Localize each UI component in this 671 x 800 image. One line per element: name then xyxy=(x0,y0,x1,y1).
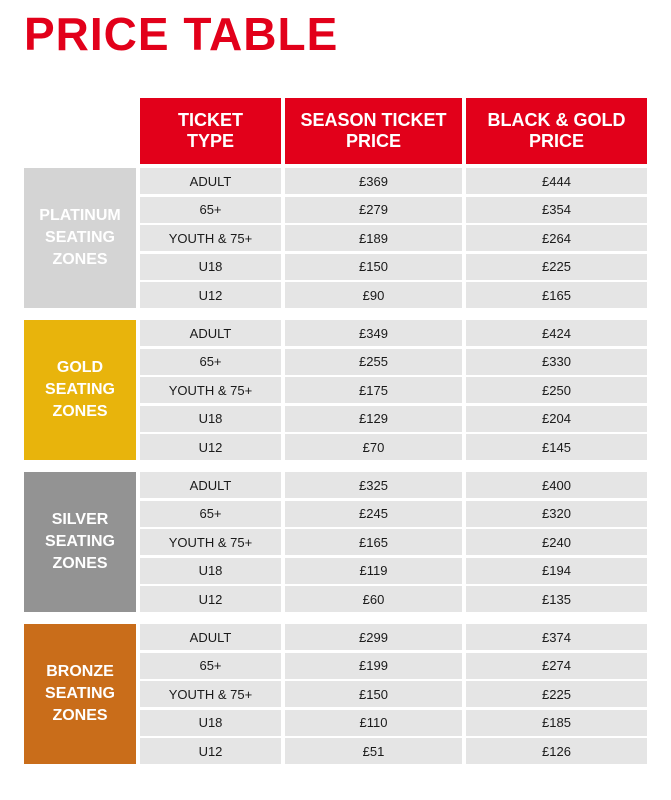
ticket-type-cell: U12 xyxy=(140,586,281,612)
season-price-cell: £129 xyxy=(285,406,462,432)
ticket-type-cell: YOUTH & 75+ xyxy=(140,377,281,403)
table-row xyxy=(0,406,671,432)
ticket-type-cell: U12 xyxy=(140,282,281,308)
black-gold-price-cell: £194 xyxy=(466,558,647,584)
season-price-cell: £369 xyxy=(285,168,462,194)
season-price-cell: £150 xyxy=(285,681,462,707)
table-row xyxy=(0,472,671,498)
black-gold-price-cell: £204 xyxy=(466,406,647,432)
season-price-cell: £299 xyxy=(285,624,462,650)
table-row xyxy=(0,501,671,527)
ticket-type-cell: U12 xyxy=(140,738,281,764)
black-gold-price-cell: £250 xyxy=(466,377,647,403)
ticket-type-cell: 65+ xyxy=(140,501,281,527)
black-gold-price-cell: £354 xyxy=(466,197,647,223)
black-gold-price-cell: £274 xyxy=(466,653,647,679)
ticket-type-cell: U18 xyxy=(140,710,281,736)
table-row xyxy=(0,377,671,403)
season-price-cell: £199 xyxy=(285,653,462,679)
zone-gold-label: GOLD SEATING ZONES xyxy=(24,320,136,460)
season-price-cell: £279 xyxy=(285,197,462,223)
table-row xyxy=(0,681,671,707)
black-gold-price-cell: £126 xyxy=(466,738,647,764)
ticket-type-cell: ADULT xyxy=(140,624,281,650)
black-gold-price-cell: £330 xyxy=(466,349,647,375)
season-price-cell: £245 xyxy=(285,501,462,527)
table-row xyxy=(0,653,671,679)
black-gold-price-cell: £374 xyxy=(466,624,647,650)
table-row xyxy=(0,349,671,375)
header-black-gold-price: BLACK & GOLD PRICE xyxy=(466,98,647,164)
season-price-cell: £325 xyxy=(285,472,462,498)
season-price-cell: £119 xyxy=(285,558,462,584)
ticket-type-cell: YOUTH & 75+ xyxy=(140,681,281,707)
season-price-cell: £189 xyxy=(285,225,462,251)
ticket-type-cell: 65+ xyxy=(140,653,281,679)
black-gold-price-cell: £444 xyxy=(466,168,647,194)
season-price-cell: £110 xyxy=(285,710,462,736)
season-price-cell: £165 xyxy=(285,529,462,555)
ticket-type-cell: ADULT xyxy=(140,320,281,346)
ticket-type-cell: U18 xyxy=(140,558,281,584)
table-row xyxy=(0,586,671,612)
page-title: PRICE TABLE xyxy=(24,8,339,60)
ticket-type-cell: U18 xyxy=(140,406,281,432)
season-price-cell: £150 xyxy=(285,254,462,280)
season-price-cell: £255 xyxy=(285,349,462,375)
season-price-cell: £175 xyxy=(285,377,462,403)
black-gold-price-cell: £225 xyxy=(466,254,647,280)
black-gold-price-cell: £240 xyxy=(466,529,647,555)
table-row xyxy=(0,558,671,584)
black-gold-price-cell: £320 xyxy=(466,501,647,527)
black-gold-price-cell: £135 xyxy=(466,586,647,612)
table-row xyxy=(0,168,671,194)
season-price-cell: £60 xyxy=(285,586,462,612)
black-gold-price-cell: £225 xyxy=(466,681,647,707)
season-price-cell: £51 xyxy=(285,738,462,764)
table-row xyxy=(0,320,671,346)
ticket-type-cell: 65+ xyxy=(140,349,281,375)
zone-platinum-label: PLATINUM SEATING ZONES xyxy=(24,168,136,308)
ticket-type-cell: U18 xyxy=(140,254,281,280)
ticket-type-cell: ADULT xyxy=(140,168,281,194)
ticket-type-cell: U12 xyxy=(140,434,281,460)
header-ticket-type: TICKET TYPE xyxy=(140,98,281,164)
black-gold-price-cell: £185 xyxy=(466,710,647,736)
black-gold-price-cell: £264 xyxy=(466,225,647,251)
black-gold-price-cell: £424 xyxy=(466,320,647,346)
ticket-type-cell: ADULT xyxy=(140,472,281,498)
table-row xyxy=(0,225,671,251)
season-price-cell: £90 xyxy=(285,282,462,308)
table-header xyxy=(0,98,671,164)
table-row xyxy=(0,434,671,460)
table-row xyxy=(0,529,671,555)
table-row xyxy=(0,282,671,308)
season-price-cell: £70 xyxy=(285,434,462,460)
header-season-ticket-price: SEASON TICKET PRICE xyxy=(285,98,462,164)
ticket-type-cell: YOUTH & 75+ xyxy=(140,225,281,251)
black-gold-price-cell: £400 xyxy=(466,472,647,498)
table-row xyxy=(0,710,671,736)
ticket-type-cell: 65+ xyxy=(140,197,281,223)
ticket-type-cell: YOUTH & 75+ xyxy=(140,529,281,555)
zone-silver-label: SILVER SEATING ZONES xyxy=(24,472,136,612)
black-gold-price-cell: £165 xyxy=(466,282,647,308)
table-row xyxy=(0,254,671,280)
table-row xyxy=(0,197,671,223)
table-row xyxy=(0,738,671,764)
zone-bronze-label: BRONZE SEATING ZONES xyxy=(24,624,136,764)
black-gold-price-cell: £145 xyxy=(466,434,647,460)
season-price-cell: £349 xyxy=(285,320,462,346)
table-row xyxy=(0,624,671,650)
